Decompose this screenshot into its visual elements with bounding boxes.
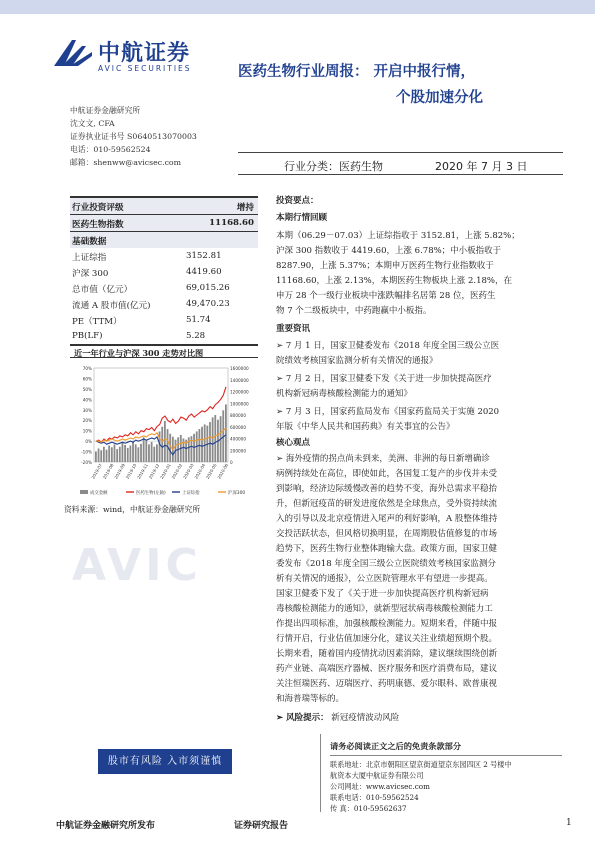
author-line-phone: 电话：010-59562524 [70, 145, 151, 154]
right-tick-label: 600000 [230, 424, 246, 430]
view-line: 作提出四项标准，加强核酸检测能力。短期来看，伴随中报 [276, 619, 498, 629]
rating-table [70, 196, 258, 344]
volume-bar [137, 447, 139, 462]
left-tick-label: 20% [82, 418, 92, 424]
left-tick-label: -10% [81, 449, 92, 455]
view-line: 毒核酸检测能力的通知》，就新型冠状病毒核酸检测能力工 [276, 604, 493, 614]
volume-bar [151, 442, 153, 462]
volume-bar [119, 447, 121, 462]
contact-line: 联系电话：010-59562524 [330, 793, 419, 802]
volume-bar [156, 444, 158, 462]
row-value: 69,015.26 [186, 283, 230, 293]
volume-bar [108, 446, 110, 462]
x-tick-label: 2020-06 [216, 462, 230, 480]
view-line: 长期来看，随着国内疫情扰动因素消除，建议继续围绕创新 [276, 649, 498, 659]
risk-label: ➢ 风险提示： [276, 713, 329, 723]
view-line: 药产业链、高端医疗器械、医疗服务和医疗消费布局，建议 [276, 664, 498, 674]
row-value: 49,470.23 [186, 299, 230, 309]
row-label: 流通 A 股市值(亿元) [72, 301, 151, 311]
volume-bar [100, 450, 102, 462]
row-value: 4419.60 [186, 267, 222, 277]
left-tick-label: 40% [82, 397, 92, 403]
top-banner [0, 0, 595, 14]
view-line: 升，但新冠疫苗的研发进度依然是全球焦点，受外资持续流 [276, 499, 498, 509]
volume-bar [145, 440, 147, 462]
author-line-email: 邮箱：shenww@avicsec.com [70, 158, 182, 167]
rating-header-row [70, 196, 258, 215]
view-line: 委发布《2018 年度全国三级公立医院绩效考核国家监测分 [276, 559, 496, 569]
disclaimer-divider [320, 734, 321, 812]
view-line: 到影响，经济边际缓慢改善的趋势不变，海外总需求平稳抬 [276, 484, 498, 494]
review-line: 沪深 300 指数收于 4419.60，上涨 6.78%；中小板指收于 [276, 246, 502, 256]
row-label: 沪深 300 [72, 269, 109, 279]
industry-category: 行业分类：医药生物 [284, 160, 383, 173]
volume-bar [201, 427, 203, 462]
meta-divider-bottom [238, 174, 563, 175]
author-line-name: 沈文文, CFA [70, 119, 115, 128]
volume-bar [204, 424, 206, 462]
left-tick-label: 30% [82, 407, 92, 413]
volume-bar [212, 417, 214, 462]
table-row [70, 248, 258, 264]
volume-bar [106, 450, 108, 462]
volume-bar [169, 434, 171, 462]
volume-bar [116, 449, 118, 462]
volume-bar [161, 427, 163, 462]
volume-bar [122, 443, 124, 462]
legend-label: 上证综指 [182, 491, 200, 496]
left-tick-label: 50% [82, 386, 92, 392]
legend-label: 成交金额 [90, 491, 108, 496]
x-tick-label: 2019-07 [90, 462, 104, 480]
right-tick-label: 0 [230, 460, 233, 465]
left-tick-label: 10% [82, 428, 92, 434]
volume-bar [124, 445, 126, 462]
x-tick-label: 2019-08 [101, 462, 115, 480]
x-tick-label: 2020-05 [204, 462, 218, 480]
chart-title: 近一年行业与沪深 300 走势对比图 [70, 344, 258, 358]
x-tick-label: 2019-12 [147, 462, 161, 480]
company-logo [52, 34, 202, 78]
row-value: 3152.81 [186, 251, 222, 261]
index-value: 11168.60 [209, 218, 254, 228]
volume-bar [225, 404, 227, 462]
view-line: 病例持续处在高位，即使如此，各国复工复产的步伐并未受 [276, 469, 498, 479]
left-tick-label: 60% [82, 376, 92, 382]
volume-bar [98, 448, 100, 462]
basic-data-label: 基础数据 [72, 237, 107, 247]
legend-label: 医药生物(左轴) [136, 491, 166, 496]
x-tick-label: 2019-11 [136, 462, 149, 480]
risk-warning [276, 711, 564, 726]
review-line: 本期（06.29－07.03）上证综指收于 3152.81，上涨 5.82%； [276, 231, 520, 241]
volume-bar [129, 446, 131, 462]
news-item-line: ➢ 7 月 1 日，国家卫健委发布《2018 年度全国三级公立医 [276, 341, 500, 351]
report-title-line1: 医药生物行业周报： 开启中报行情， [238, 64, 476, 80]
x-tick-label: 2019-09 [113, 462, 126, 480]
news-item-line: 机构新冠病毒核酸检测能力的通知》 [276, 389, 413, 399]
risk-text: 新冠疫情波动风险 [331, 713, 400, 723]
footer-report-type: 证券研究报告 [234, 821, 289, 831]
right-tick-label: 1000000 [230, 401, 249, 407]
view-line: 析有关情况的通报》，公立医院管理水平有望进一步提高。 [276, 574, 493, 584]
view-line: 交投活跃状态，但风格切换明显，在周期股估值修复的市场 [276, 529, 498, 539]
volume-bar [164, 421, 166, 462]
legend-swatch [80, 490, 88, 494]
contact-line: 传 真：010-59562637 [330, 804, 407, 813]
left-tick-label: 0% [85, 439, 92, 445]
news-item-line: 年版《中华人民共和国药典》有关事宜的公告》 [276, 422, 455, 432]
review-line: 11168.60，上涨 2.13%，本期医药生物板块上涨 2.18%，在 [276, 276, 512, 286]
rating-value: 增持 [236, 203, 254, 213]
disclaimer-title: 请务必阅读正文之后的免责条款部分 [330, 741, 462, 751]
view-line: 关注恒瑞医药、迈瑞医疗、药明康德、爱尔眼科、欧普康视 [276, 679, 498, 689]
author-line-license: 证券执业证书号 S0640513070003 [70, 132, 197, 141]
review-line: 申万 28 个一级行业板块中涨跌幅排名居第 28 位，医药生 [276, 291, 496, 301]
volume-bar [127, 448, 129, 462]
report-title-line2: 个股加速分化 [396, 90, 483, 106]
footer-publisher: 中航证券金融研究所发布 [56, 821, 156, 831]
news-title: 重要资讯 [276, 324, 311, 334]
table-row [70, 312, 258, 328]
row-label: 总市值（亿元） [72, 285, 133, 295]
volume-bar [111, 447, 113, 462]
avic-watermark: AVIC [72, 540, 202, 591]
row-value: 5.28 [186, 331, 206, 341]
row-label: PB(LF) [72, 331, 103, 341]
volume-bar [209, 422, 211, 462]
volume-bar [132, 441, 134, 462]
volume-bar [214, 415, 216, 462]
volume-bar [148, 444, 150, 462]
index-row [70, 215, 258, 232]
left-tick-label: 70% [82, 366, 92, 371]
news-item-line: ➢ 7 月 2 日，国家卫健委下发《关于进一步加快提高医疗 [276, 374, 492, 384]
trend-chart [72, 362, 258, 500]
report-date: 2020 年 7 月 3 日 [435, 160, 528, 173]
row-value: 51.74 [186, 315, 211, 325]
volume-bar [135, 444, 137, 462]
volume-bar [140, 444, 142, 462]
x-tick-label: 2020-01 [159, 462, 172, 480]
logo-chinese: 中航证券 [98, 41, 191, 66]
x-tick-label: 2020-03 [181, 462, 195, 480]
view-line: ➢ 海外疫情的拐点尚未到来，美洲、非洲的每日新增确诊 [276, 454, 490, 464]
right-tick-label: 1400000 [230, 377, 249, 383]
volume-bar [153, 447, 155, 462]
review-line: 8287.90，上涨 5.37%；本期申万医药生物行业指数收于 [276, 261, 494, 271]
news-item-line: ➢ 7 月 3 日，国家药监局发布《国家药监局关于实施 2020 [276, 407, 500, 417]
volume-bar [103, 447, 105, 462]
page-number: 1 [566, 818, 572, 828]
news-item-line: 院绩效考核国家监测分析有关情况的通报》 [276, 356, 438, 366]
basic-data-title [70, 232, 258, 248]
view-line: 入的引导以及北京疫情进入尾声的利好影响，A 股整体维持 [276, 514, 498, 524]
meta-divider-top [238, 152, 563, 153]
view-line: 国家卫健委下发了《关于进一步加快提高医疗机构新冠病 [276, 589, 489, 599]
avic-wing-icon [52, 36, 94, 72]
review-line: 物 7 个二级板块中，中药跑赢中小板指。 [276, 306, 432, 316]
right-tick-label: 1200000 [230, 389, 249, 395]
left-tick-label: -20% [81, 460, 92, 465]
contact-line: 公司网址：www.avicsec.com [330, 782, 430, 791]
risk-notice-box: 股市有风险 入市须谨慎 [98, 749, 232, 774]
investment-points-title: 投资要点： [276, 196, 319, 206]
volume-bar [95, 451, 97, 462]
rating-label: 行业投资评级 [72, 203, 124, 213]
table-row [70, 280, 258, 296]
legend-label: 沪深300 [228, 491, 246, 496]
table-row [70, 296, 258, 312]
right-tick-label: 800000 [230, 413, 246, 418]
right-tick-label: 200000 [230, 448, 246, 454]
right-tick-label: 400000 [230, 436, 246, 442]
trend-chart-svg [72, 362, 258, 500]
logo-english: AVIC SECURITIES [98, 64, 192, 73]
table-row [70, 328, 258, 344]
review-title: 本期行情回顾 [276, 213, 328, 223]
table-row [70, 264, 258, 280]
volume-bar [114, 444, 116, 462]
view-line: 和海普瑞等标的。 [276, 694, 345, 704]
view-line: 趋势下，医药生物行业整体跑输大盘。政策方面，国家卫健 [276, 544, 498, 554]
disclaimer-rule [330, 755, 562, 756]
chart-source: 资料来源：wind，中航证券金融研究所 [64, 505, 201, 514]
view-line: 行情开启，行业估值加速分化，建议关注业绩超预期个股。 [276, 634, 498, 644]
index-label: 医药生物指数 [72, 220, 124, 230]
x-tick-label: 2019-10 [124, 462, 138, 480]
right-tick-label: 1600000 [230, 366, 249, 371]
x-tick-label: 2020-02 [170, 462, 184, 480]
author-line-org: 中航证券金融研究所 [70, 106, 141, 115]
view-title: 核心观点 [276, 438, 311, 448]
contact-line: 联系地址：北京市朝阳区望京街道望京东园四区 2 号楼中 [330, 760, 512, 769]
row-label: 上证综指 [72, 253, 107, 263]
row-label: PE（TTM） [72, 317, 122, 327]
contact-line: 航资本大厦中航证券有限公司 [330, 771, 424, 780]
x-tick-label: 2020-04 [193, 462, 207, 480]
